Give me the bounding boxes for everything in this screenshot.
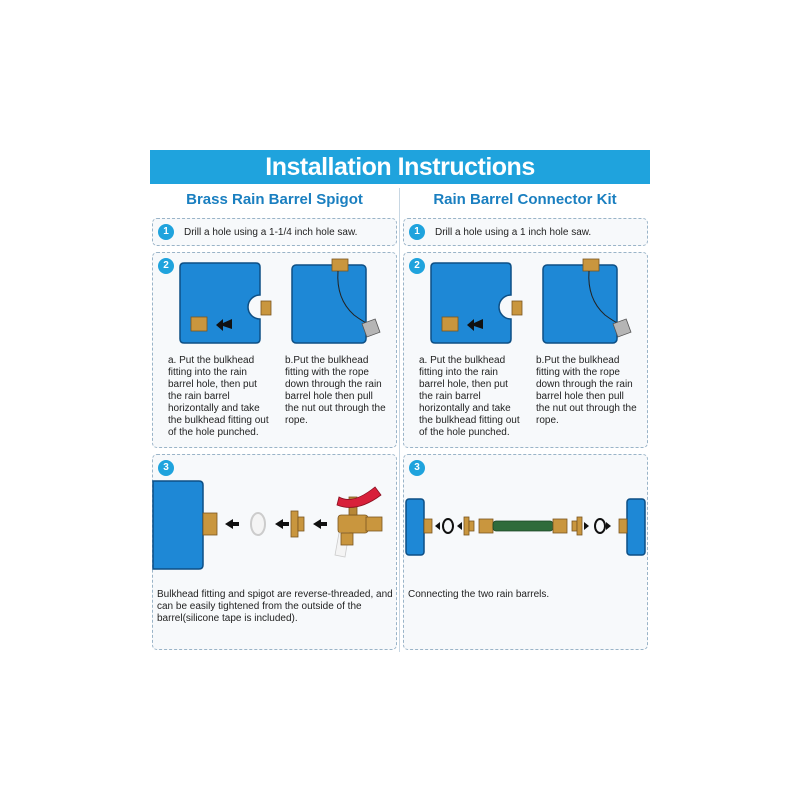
right-step2-caption-a: a. Put the bulkhead fitting into the rain barrel hole, then put the rain barrel horizontally and take the bulkhead fitting out of the hole punched. [419, 355, 520, 438]
right-step2-caption-b: b.Put the bulkhead fitting with the rope down through the rain barrel hole then pull the nut out through the rope. [536, 355, 637, 426]
left-step2-panel [152, 252, 397, 448]
right-barrel-rope-diagram [541, 259, 641, 347]
instruction-sheet [150, 150, 650, 652]
title-banner [150, 150, 650, 184]
left-spigot-assembly-diagram [153, 475, 396, 575]
right-step2-panel [403, 252, 648, 448]
page-title: Installation Instructions [265, 152, 535, 181]
left-step2-number: 2 [158, 258, 174, 274]
right-step1-text: Drill a hole using a 1 inch hole saw. [435, 227, 592, 238]
left-step1-panel [152, 218, 397, 246]
right-step3-panel [403, 454, 648, 650]
right-connector-assembly-diagram [404, 475, 647, 575]
left-step1-number: 1 [158, 224, 174, 240]
left-step3-text: Bulkhead fitting and spigot are reverse-threaded, and can be easily tightened from the outside of the barrel(silicone tape is included). [157, 589, 393, 624]
right-step3-text: Connecting the two rain barrels. [408, 589, 550, 600]
left-step2-caption-a: a. Put the bulkhead fitting into the rain barrel hole, then put the rain barrel horizontally and take the bulkhead fitting out of the hole punched. [168, 355, 269, 438]
left-barrel-rope-diagram [290, 259, 390, 347]
left-step3-panel [152, 454, 397, 650]
right-step1-panel [403, 218, 648, 246]
left-step3-number: 3 [158, 460, 174, 476]
right-step2-number: 2 [409, 258, 425, 274]
right-column-title: Rain Barrel Connector Kit [433, 191, 617, 208]
right-step3-number: 3 [409, 460, 425, 476]
left-barrel-horizontal-diagram [178, 263, 274, 347]
column-divider [399, 188, 400, 652]
left-step2-caption-b: b.Put the bulkhead fitting with the rope down through the rain barrel hole then pull the nut out through the rope. [285, 355, 386, 426]
left-column-title: Brass Rain Barrel Spigot [186, 191, 363, 208]
left-step1-text: Drill a hole using a 1-1/4 inch hole saw. [184, 227, 358, 238]
right-barrel-horizontal-diagram [429, 263, 525, 347]
right-step1-number: 1 [409, 224, 425, 240]
